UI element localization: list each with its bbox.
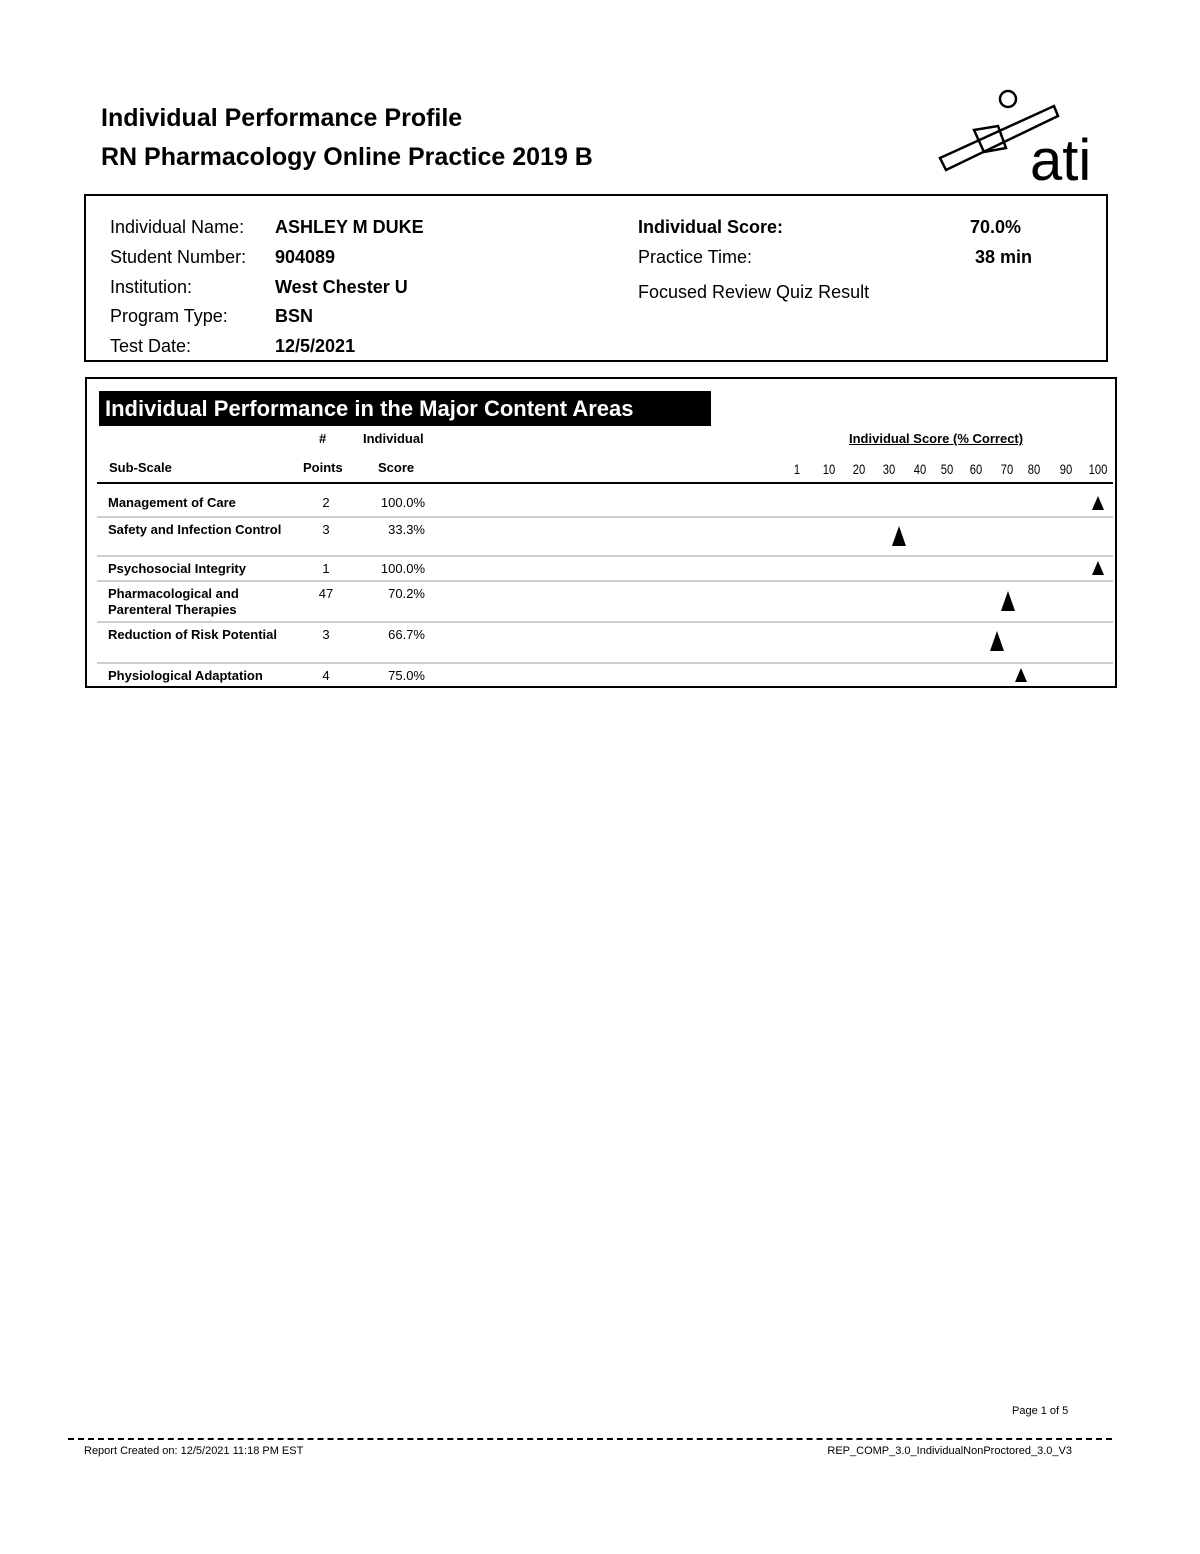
subscale-score: 66.7% xyxy=(388,627,425,642)
ati-logo xyxy=(934,86,1110,186)
subscale-name: Psychosocial Integrity xyxy=(108,561,246,576)
subscale-score: 75.0% xyxy=(388,668,425,683)
subscale-points: 1 xyxy=(322,561,330,576)
name-label: Individual Name: xyxy=(110,217,245,237)
subscale-points: 3 xyxy=(322,627,330,642)
subscale-score: 33.3% xyxy=(388,522,425,537)
student-number-label: Student Number: xyxy=(110,247,247,267)
subscale-score: 70.2% xyxy=(388,586,425,601)
subscale-points: 3 xyxy=(322,522,330,537)
axis-title: Individual Score (% Correct) xyxy=(849,431,1024,446)
axis-tick-label: 50 xyxy=(940,461,954,477)
institution-value: West Chester U xyxy=(275,277,408,297)
score-header: Score xyxy=(378,460,415,475)
points-header: Points xyxy=(303,460,343,475)
axis-tick-label: 1 xyxy=(793,461,801,477)
test-date-value: 12/5/2021 xyxy=(275,336,356,356)
logo-text: ati xyxy=(1030,128,1092,186)
axis-tick-label: 80 xyxy=(1027,461,1041,477)
performance-section xyxy=(85,377,1117,688)
test-date-label: Test Date: xyxy=(110,336,192,356)
subscale-header: Sub-Scale xyxy=(109,460,172,475)
subscale-score: 100.0% xyxy=(380,561,425,576)
row-divider xyxy=(97,621,1113,623)
report-code: REP_COMP_3.0_IndividualNonProctored_3.0_V3 xyxy=(827,1445,1072,1457)
axis-tick-label: 60 xyxy=(969,461,983,477)
subscale-name: Safety and Infection Control xyxy=(108,522,282,537)
header-rule xyxy=(97,482,1113,484)
report-title: Individual Performance Profile xyxy=(101,104,463,132)
axis-tick-label: 10 xyxy=(822,461,836,477)
individual-score-value: 70.0% xyxy=(970,217,1022,237)
subscale-points: 4 xyxy=(322,668,330,683)
subscale-points: 2 xyxy=(322,495,330,510)
score-marker xyxy=(1092,561,1104,575)
row-divider xyxy=(97,662,1113,664)
row-divider xyxy=(97,580,1113,582)
focused-review-label: Focused Review Quiz Result xyxy=(638,282,870,302)
score-marker xyxy=(1015,668,1027,682)
score-marker xyxy=(990,631,1004,651)
subscale-score: 100.0% xyxy=(380,495,425,510)
axis-tick-label: 90 xyxy=(1059,461,1073,477)
axis-tick-label: 30 xyxy=(882,461,896,477)
report-subtitle: RN Pharmacology Online Practice 2019 B xyxy=(101,143,593,171)
row-divider xyxy=(97,555,1113,557)
row-divider xyxy=(97,516,1113,518)
program-type-label: Program Type: xyxy=(110,306,228,326)
subscale-name: Reduction of Risk Potential xyxy=(108,627,278,642)
score-marker xyxy=(1092,496,1104,510)
score-marker xyxy=(1001,591,1015,611)
points-header-top: # xyxy=(319,431,327,446)
program-type-value: BSN xyxy=(275,306,314,326)
performance-banner: Individual Performance in the Major Content Areas xyxy=(99,391,711,426)
axis-tick-label: 100 xyxy=(1088,461,1108,477)
subscale-name: Pharmacological and Parenteral Therapies xyxy=(108,586,239,617)
practice-time-label: Practice Time: xyxy=(638,247,753,267)
student-number-value: 904089 xyxy=(275,247,336,267)
axis-tick-label: 40 xyxy=(913,461,927,477)
axis-tick-label: 70 xyxy=(1000,461,1014,477)
footer-divider xyxy=(68,1438,1112,1440)
student-info-box xyxy=(84,194,1108,362)
score-header-top: Individual xyxy=(363,431,424,446)
axis-tick-label: 20 xyxy=(852,461,866,477)
subscale-name: Physiological Adaptation xyxy=(108,668,263,683)
report-created: Report Created on: 12/5/2021 11:18 PM EST xyxy=(84,1445,304,1457)
subscale-name: Management of Care xyxy=(108,495,236,510)
score-marker xyxy=(892,526,906,546)
subscale-points: 47 xyxy=(318,586,334,601)
page-number: Page 1 of 5 xyxy=(1012,1405,1069,1417)
institution-label: Institution: xyxy=(110,277,193,297)
practice-time-value: 38 min xyxy=(975,247,1033,267)
name-value: ASHLEY M DUKE xyxy=(275,217,424,237)
individual-score-label: Individual Score: xyxy=(638,217,784,237)
